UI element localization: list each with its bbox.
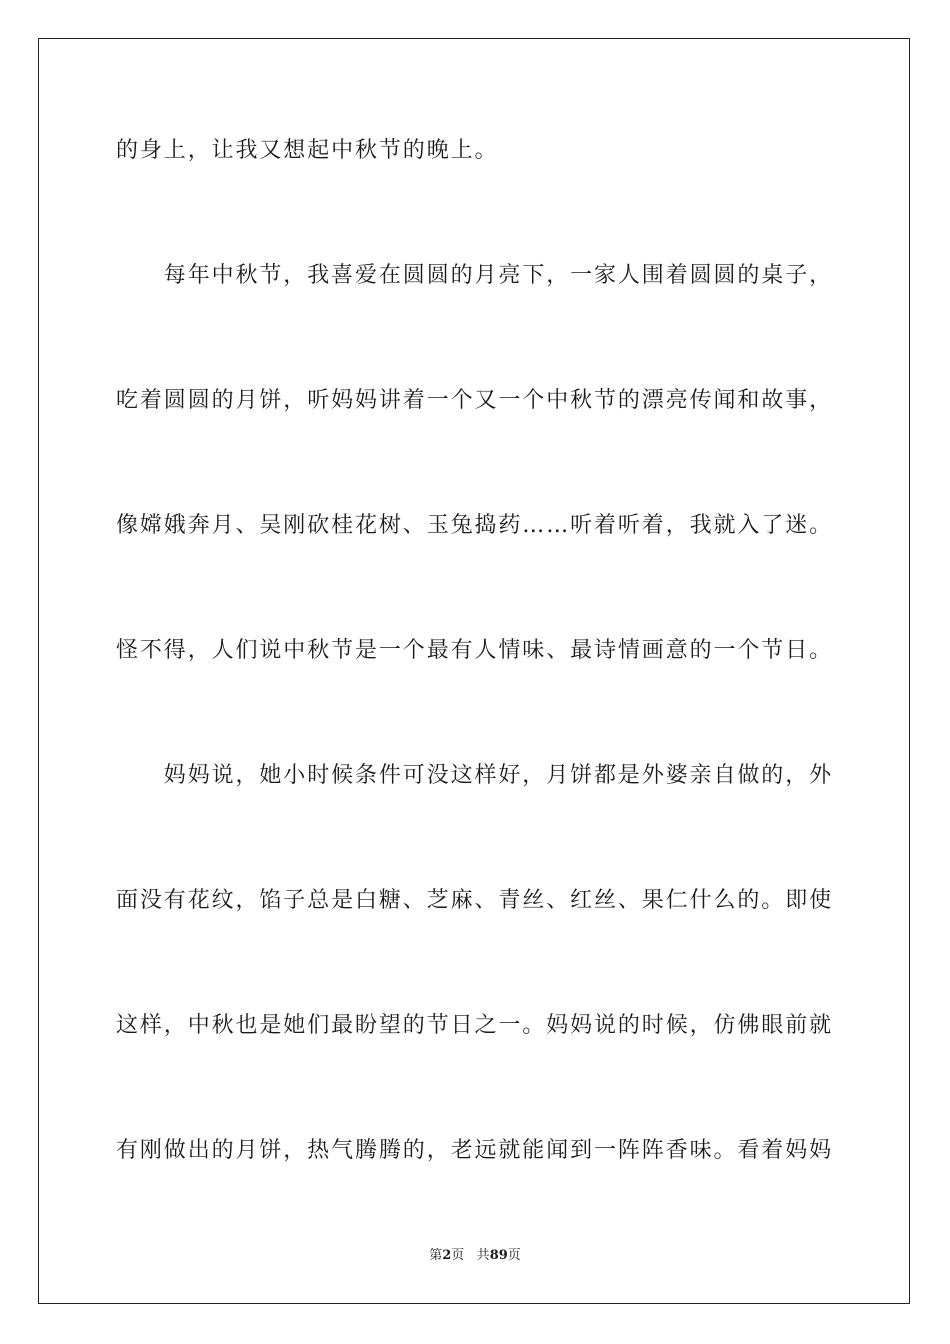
text-line: 妈妈说，她小时候条件可没这样好，月饼都是外婆亲自做的，外 <box>116 763 834 788</box>
page-footer <box>0 1247 950 1265</box>
text-line: 的身上，让我又想起中秋节的晚上。 <box>116 138 499 163</box>
page-border <box>38 38 910 1304</box>
total-pages: 89 <box>489 1248 508 1263</box>
text-line: 每年中秋节，我喜爱在圆圆的月亮下，一家人围着圆圆的桌子， <box>116 263 834 288</box>
page-number-prefix: 第 <box>429 1248 443 1263</box>
text-line: 像嫦娥奔月、吴刚砍桂花树、玉兔捣药……听着听着，我就入了迷。 <box>116 513 834 538</box>
page-number: 2 <box>442 1248 452 1263</box>
text-line: 面没有花纹，馅子总是白糖、芝麻、青丝、红丝、果仁什么的。即使 <box>116 888 834 913</box>
text-line: 吃着圆圆的月饼，听妈妈讲着一个又一个中秋节的漂亮传闻和故事， <box>116 388 834 413</box>
text-line: 这样，中秋也是她们最盼望的节日之一。妈妈说的时候，仿佛眼前就 <box>116 1013 834 1038</box>
text-line: 怪不得，人们说中秋节是一个最有人情味、最诗情画意的一个节日。 <box>116 638 834 663</box>
total-pages-suffix: 页 <box>507 1248 521 1263</box>
page-number-suffix: 页 <box>451 1248 465 1263</box>
text-line: 有刚做出的月饼，热气腾腾的，老远就能闻到一阵阵香味。看着妈妈 <box>116 1138 834 1163</box>
total-pages-prefix: 共 <box>476 1248 490 1263</box>
